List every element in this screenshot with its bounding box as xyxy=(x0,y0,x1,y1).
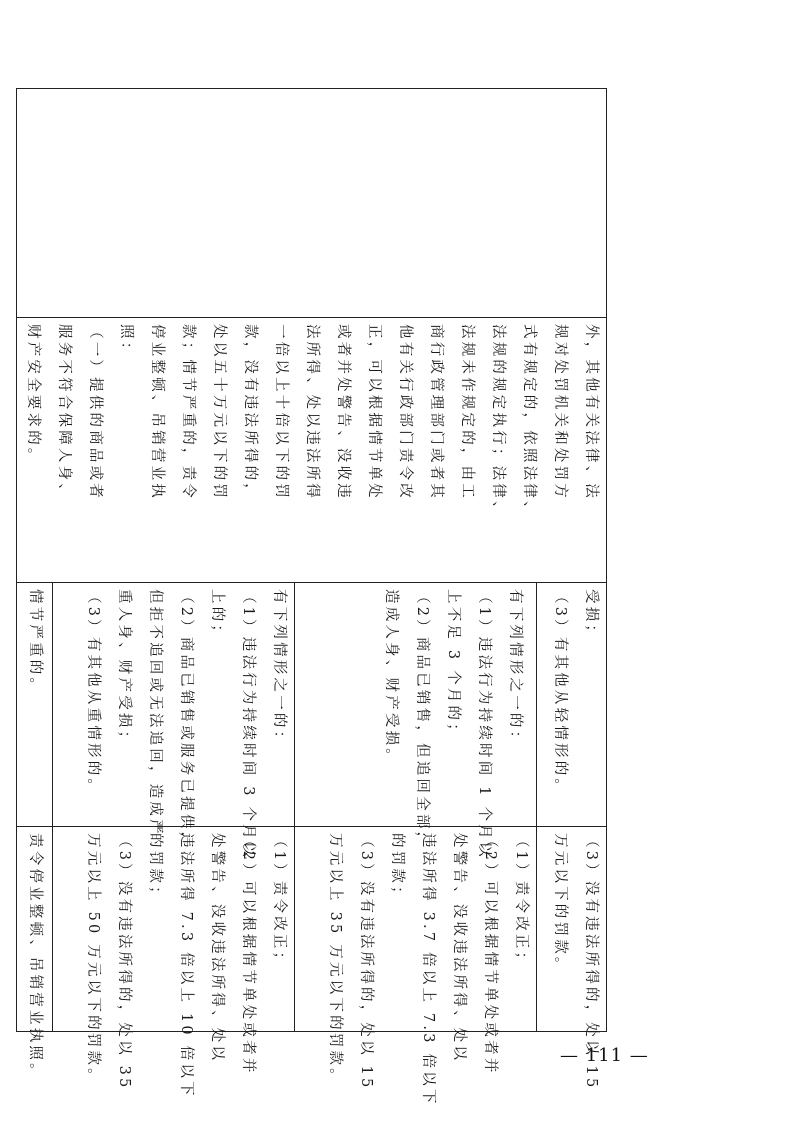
legal-line: 外，其他有关法律、法 xyxy=(583,324,599,501)
page-number: — 111 — xyxy=(560,1045,649,1066)
legal-line: 正，可以根据情节单处 xyxy=(366,324,382,501)
legal-line: 法规未作规定的，由工 xyxy=(459,324,475,501)
penalty-line: （2）可以根据情节单处或者并 xyxy=(482,833,498,1076)
situation-line: （1）违法行为持续时间 1 个月以 xyxy=(476,589,492,860)
situation-line: （1）违法行为持续时间 3 个月以 xyxy=(239,589,256,860)
legal-line: 停业整顿、吊销营业执 xyxy=(149,324,165,501)
penalty-line: 责令停业整顿、吊销营业执照。 xyxy=(26,833,43,1081)
situation-line: 受损； xyxy=(583,589,599,643)
legal-line: 一倍以上十倍以下的罚 xyxy=(273,324,289,501)
legal-line: 商行政管理部门或者其 xyxy=(428,324,444,501)
situation-line: 重人身、财产受损； xyxy=(115,589,132,749)
legal-line: 他有关行政部门责令改 xyxy=(397,324,413,501)
legal-line: 处以五十万元以下的罚 xyxy=(211,324,227,501)
penalty-line: （1）责令改正； xyxy=(270,833,287,970)
legal-line: 法规的规定执行；法律、 xyxy=(490,324,506,519)
situation-line: （3）有其他从重情形的。 xyxy=(84,589,101,797)
penalty-line: （3）没有违法所得的，处以 15 xyxy=(358,833,374,1091)
legal-line: 服务不符合保障人身、 xyxy=(56,324,72,501)
penalty-cell-row3 xyxy=(52,827,294,1099)
penalty-line: （1）责令改正； xyxy=(513,833,529,970)
situation-cell-row2 xyxy=(294,583,536,860)
legal-line: 或者并处警告、没收违 xyxy=(335,324,351,501)
legal-line: 法所得、处以违法所得 xyxy=(304,324,320,501)
situation-line: 但拒不追回或无法追回，造成严 xyxy=(146,589,163,837)
legal-line: 规对处罚机关和处罚方 xyxy=(552,324,568,501)
legal-line: 款；情节严重的，责令 xyxy=(180,324,196,501)
situation-line: （2）商品已销售或服务已提供， xyxy=(177,589,194,850)
legal-line: 款，没有违法所得的， xyxy=(242,324,258,501)
penalty-cell-row2 xyxy=(294,827,536,1107)
situation-cell-row1 xyxy=(537,583,607,827)
legal-provision-cell xyxy=(17,318,607,583)
penalty-line: 的罚款； xyxy=(146,833,163,904)
penalty-line: 万元以上 50 万元以下的罚款。 xyxy=(84,833,101,1086)
penalty-line: （3）没有违法所得的，处以 15 xyxy=(583,833,599,1091)
legal-line: （一）提供的商品或者 xyxy=(87,324,103,501)
situation-cell-row3 xyxy=(52,583,294,860)
penalty-cell-row4 xyxy=(17,827,53,1081)
situation-line: （2）商品已销售，但追回全部， xyxy=(414,589,430,850)
penalty-line: 万元以下的罚款。 xyxy=(552,833,568,975)
violation-type-cell xyxy=(17,89,607,318)
situation-line: 有下列情形之一的： xyxy=(507,589,523,749)
situation-line: 有下列情形之一的： xyxy=(270,589,287,749)
penalty-line: 万元以上 35 万元以下的罚款。 xyxy=(327,833,343,1086)
penalty-line: 处警告、没收违法所得、处以 xyxy=(208,833,225,1064)
legal-line: 照： xyxy=(118,324,134,360)
situation-line: 情节严重的。 xyxy=(26,589,43,696)
situation-line: 造成人身、财产受损。 xyxy=(383,589,399,766)
situation-line: 上的； xyxy=(208,589,225,643)
legal-provision-text xyxy=(17,324,606,576)
penalty-line: （3）没有违法所得的，处以 35 xyxy=(115,833,132,1091)
situation-line: 上不足 3 个月的； xyxy=(445,589,461,741)
penalty-line: 的罚款； xyxy=(389,833,405,904)
penalty-line: （2）可以根据情节单处或者并 xyxy=(239,833,256,1076)
legal-line: 式有规定的，依照法律、 xyxy=(521,324,537,519)
penalty-line: 违法所得 7.3 倍以上 10 倍以下 xyxy=(177,833,194,1099)
penalty-line: 违法所得 3.7 倍以上 7.3 倍以下 xyxy=(420,833,436,1107)
situation-line: （3）有其他从轻情形的。 xyxy=(552,589,568,797)
penalty-line: 处警告、没收违法所得、处以 xyxy=(451,833,467,1064)
situation-cell-row4 xyxy=(17,583,53,827)
legal-line: 财产安全要求的。 xyxy=(25,324,41,466)
